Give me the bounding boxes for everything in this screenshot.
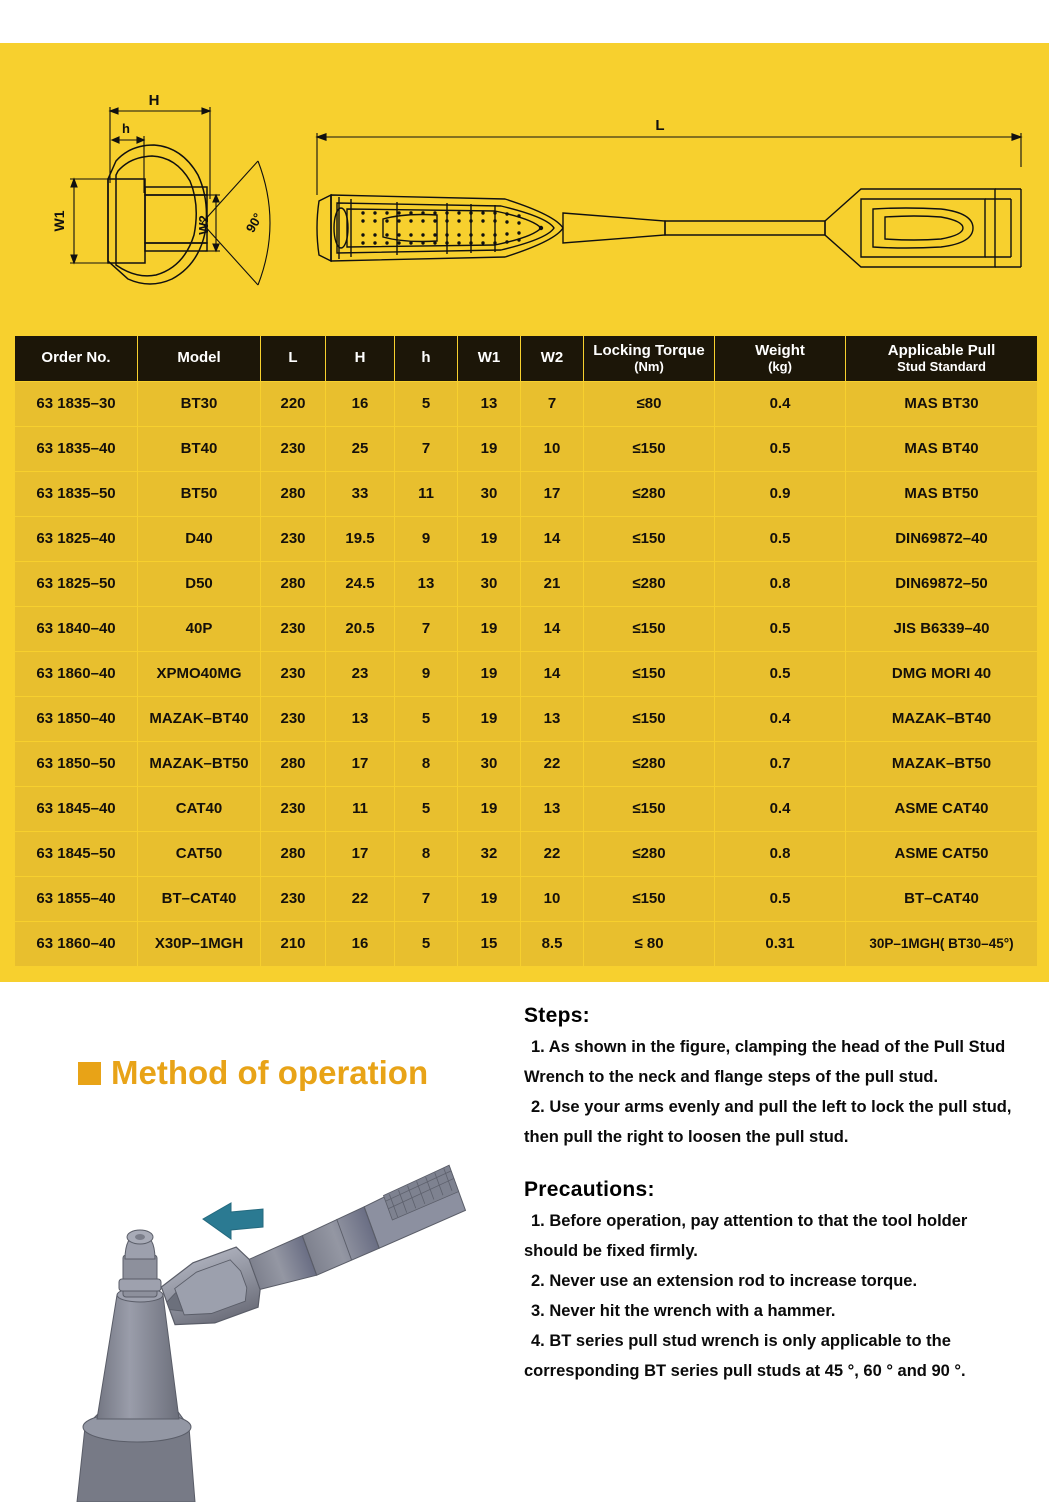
table-row	[15, 652, 1037, 696]
cell-locking-torque: ≤280	[584, 742, 714, 786]
cell-h: 33	[326, 472, 394, 516]
cell-pull-stud-standard: MAS BT30	[846, 382, 1037, 426]
cell-h-lower: 8	[395, 832, 457, 876]
cell-order-no: 63 1860–40	[15, 922, 137, 966]
precaution-item-3: 3. Never hit the wrench with a hammer.	[531, 1302, 836, 1321]
cell-w1: 19	[458, 607, 520, 651]
wrench-head-cross-section-drawing	[50, 83, 300, 303]
wrench-side-view-drawing	[305, 103, 1035, 303]
cell-order-no: 63 1825–40	[15, 517, 137, 561]
cell-pull-stud-standard: MAZAK–BT40	[846, 697, 1037, 741]
cell-w2: 22	[521, 832, 583, 876]
cell-weight: 0.7	[715, 742, 845, 786]
table-row	[15, 562, 1037, 606]
cell-l: 230	[261, 427, 325, 471]
cell-w2: 14	[521, 517, 583, 561]
cell-w1: 19	[458, 877, 520, 921]
cell-h: 16	[326, 922, 394, 966]
cell-h: 23	[326, 652, 394, 696]
table-body	[15, 382, 1037, 966]
steps-title: Steps:	[524, 1004, 590, 1027]
cell-model: D40	[138, 517, 260, 561]
cell-h-lower: 11	[395, 472, 457, 516]
pull-stud-wrench-graphic	[156, 1165, 472, 1336]
column-header-locking-torque	[584, 336, 714, 381]
cell-weight: 0.5	[715, 652, 845, 696]
cell-l: 230	[261, 517, 325, 561]
column-header-locking-torque-unit: (Nm)	[634, 358, 664, 374]
cell-w1: 32	[458, 832, 520, 876]
method-of-operation-heading	[78, 1054, 428, 1092]
cell-h: 22	[326, 877, 394, 921]
cell-h: 25	[326, 427, 394, 471]
cell-model: BT50	[138, 472, 260, 516]
table-row	[15, 877, 1037, 921]
cell-model: XPMO40MG	[138, 652, 260, 696]
cell-weight: 0.4	[715, 382, 845, 426]
dimension-label-h: h	[122, 121, 130, 136]
cell-l: 230	[261, 652, 325, 696]
cell-h-lower: 7	[395, 877, 457, 921]
cell-model: BT–CAT40	[138, 877, 260, 921]
column-header-h: H	[326, 336, 394, 381]
cell-pull-stud-standard: JIS B6339–40	[846, 607, 1037, 651]
column-header-weight-unit: (kg)	[768, 358, 792, 374]
cell-h-lower: 5	[395, 922, 457, 966]
cell-weight: 0.5	[715, 877, 845, 921]
cell-weight: 0.4	[715, 697, 845, 741]
cell-order-no: 63 1845–40	[15, 787, 137, 831]
cell-w1: 13	[458, 382, 520, 426]
cell-weight: 0.8	[715, 832, 845, 876]
table-row	[15, 922, 1037, 966]
cell-model: BT40	[138, 427, 260, 471]
precaution-item-1: 1. Before operation, pay attention to that the tool holder should be fixed firmly.	[524, 1212, 968, 1261]
column-header-model: Model	[138, 336, 260, 381]
cell-model: X30P–1MGH	[138, 922, 260, 966]
cell-order-no: 63 1835–40	[15, 427, 137, 471]
cell-w2: 7	[521, 382, 583, 426]
technical-drawings	[0, 43, 1049, 323]
operation-section	[0, 982, 1049, 1505]
cell-locking-torque: ≤150	[584, 787, 714, 831]
cell-w2: 17	[521, 472, 583, 516]
precaution-item-4: 4. BT series pull stud wrench is only applicable to the corresponding BT series pull studs at 45 °, 60 ° and 90 °.	[524, 1332, 966, 1381]
cell-w1: 30	[458, 472, 520, 516]
cell-w1: 19	[458, 697, 520, 741]
cell-h: 24.5	[326, 562, 394, 606]
table-row	[15, 697, 1037, 741]
cell-locking-torque: ≤280	[584, 472, 714, 516]
cell-pull-stud-standard: DIN69872–40	[846, 517, 1037, 561]
dimension-label-L: L	[655, 117, 665, 134]
cell-l: 230	[261, 607, 325, 651]
specification-table-container	[14, 335, 1035, 967]
column-header-standard-line2: Stud Standard	[897, 358, 986, 374]
cell-locking-torque: ≤150	[584, 607, 714, 651]
specification-table	[14, 335, 1038, 967]
cell-pull-stud-standard: MAS BT40	[846, 427, 1037, 471]
cell-model: MAZAK–BT50	[138, 742, 260, 786]
cell-w2: 21	[521, 562, 583, 606]
dimension-label-W2: W2	[196, 215, 211, 235]
cell-h: 13	[326, 697, 394, 741]
table-row	[15, 517, 1037, 561]
cell-w2: 14	[521, 652, 583, 696]
table-header-row	[15, 336, 1037, 381]
cell-l: 210	[261, 922, 325, 966]
cell-w2: 8.5	[521, 922, 583, 966]
column-header-order-no: Order No.	[15, 336, 137, 381]
cell-w2: 14	[521, 607, 583, 651]
cell-weight: 0.4	[715, 787, 845, 831]
cell-h-lower: 8	[395, 742, 457, 786]
table-row	[15, 607, 1037, 651]
cell-pull-stud-standard: DMG MORI 40	[846, 652, 1037, 696]
cell-order-no: 63 1860–40	[15, 652, 137, 696]
method-of-operation-label: Method of operation	[111, 1054, 429, 1091]
column-header-w1: W1	[458, 336, 520, 381]
cell-w1: 30	[458, 562, 520, 606]
cell-w1: 15	[458, 922, 520, 966]
cell-w2: 13	[521, 697, 583, 741]
step-item-1: 1. As shown in the figure, clamping the head of the Pull Stud Wrench to the neck and flange steps of the pull stud.	[524, 1038, 1006, 1087]
dimension-label-H: H	[148, 92, 160, 109]
column-header-weight-main: Weight	[755, 342, 805, 359]
cell-w2: 22	[521, 742, 583, 786]
cell-w1: 19	[458, 652, 520, 696]
tool-holder-graphic	[77, 1230, 195, 1502]
cell-pull-stud-standard: DIN69872–50	[846, 562, 1037, 606]
cell-l: 230	[261, 787, 325, 831]
cell-pull-stud-standard: ASME CAT40	[846, 787, 1037, 831]
cell-h-lower: 5	[395, 382, 457, 426]
cell-h-lower: 5	[395, 787, 457, 831]
instructions-column	[524, 1004, 1024, 1386]
column-header-pull-stud-standard	[846, 336, 1037, 381]
cell-h-lower: 5	[395, 697, 457, 741]
cell-order-no: 63 1845–50	[15, 832, 137, 876]
column-header-locking-torque-main: Locking Torque	[593, 342, 705, 359]
cell-model: MAZAK–BT40	[138, 697, 260, 741]
cell-locking-torque: ≤150	[584, 517, 714, 561]
cell-l: 220	[261, 382, 325, 426]
cell-locking-torque: ≤80	[584, 382, 714, 426]
cell-w2: 13	[521, 787, 583, 831]
cell-h-lower: 7	[395, 427, 457, 471]
cell-locking-torque: ≤150	[584, 697, 714, 741]
cell-l: 230	[261, 697, 325, 741]
cell-order-no: 63 1835–30	[15, 382, 137, 426]
cell-locking-torque: ≤150	[584, 652, 714, 696]
operation-illustration	[55, 1127, 485, 1502]
table-row	[15, 427, 1037, 471]
cell-h: 17	[326, 742, 394, 786]
cell-locking-torque: ≤280	[584, 832, 714, 876]
cell-locking-torque: ≤150	[584, 877, 714, 921]
cell-l: 280	[261, 742, 325, 786]
cell-w1: 30	[458, 742, 520, 786]
cell-model: BT30	[138, 382, 260, 426]
cell-w2: 10	[521, 877, 583, 921]
cell-weight: 0.5	[715, 517, 845, 561]
cell-l: 280	[261, 562, 325, 606]
cell-pull-stud-standard: ASME CAT50	[846, 832, 1037, 876]
cell-h-lower: 13	[395, 562, 457, 606]
cell-pull-stud-standard: MAZAK–BT50	[846, 742, 1037, 786]
cell-order-no: 63 1850–40	[15, 697, 137, 741]
column-header-weight	[715, 336, 845, 381]
step-item-2: 2. Use your arms evenly and pull the left to lock the pull stud, then pull the right to loosen the pull stud.	[524, 1098, 1012, 1147]
cell-w2: 10	[521, 427, 583, 471]
yellow-spec-panel	[0, 43, 1049, 982]
cell-pull-stud-standard: MAS BT50	[846, 472, 1037, 516]
direction-arrow-icon	[203, 1203, 263, 1239]
table-row	[15, 832, 1037, 876]
cell-model: 40P	[138, 607, 260, 651]
cell-h: 17	[326, 832, 394, 876]
cell-order-no: 63 1855–40	[15, 877, 137, 921]
dimension-label-W1: W1	[51, 210, 67, 232]
column-header-h-lower: h	[395, 336, 457, 381]
cell-l: 280	[261, 832, 325, 876]
cell-weight: 0.31	[715, 922, 845, 966]
table-row	[15, 472, 1037, 516]
column-header-standard-line1: Applicable Pull	[887, 342, 996, 359]
cell-locking-torque: ≤ 80	[584, 922, 714, 966]
cell-h: 16	[326, 382, 394, 426]
cell-w1: 19	[458, 787, 520, 831]
cell-weight: 0.5	[715, 607, 845, 651]
table-row	[15, 742, 1037, 786]
cell-w1: 19	[458, 517, 520, 561]
cell-h-lower: 9	[395, 517, 457, 561]
cell-l: 280	[261, 472, 325, 516]
cell-locking-torque: ≤150	[584, 427, 714, 471]
cell-order-no: 63 1850–50	[15, 742, 137, 786]
cell-pull-stud-standard: BT–CAT40	[846, 877, 1037, 921]
cell-weight: 0.9	[715, 472, 845, 516]
cell-model: D50	[138, 562, 260, 606]
column-header-w2: W2	[521, 336, 583, 381]
table-row	[15, 787, 1037, 831]
cell-model: CAT50	[138, 832, 260, 876]
dimension-label-angle: 90°	[242, 210, 266, 236]
cell-weight: 0.8	[715, 562, 845, 606]
cell-model: CAT40	[138, 787, 260, 831]
column-header-l: L	[261, 336, 325, 381]
precautions-title: Precautions:	[524, 1178, 655, 1202]
cell-w1: 19	[458, 427, 520, 471]
square-bullet-icon	[78, 1062, 101, 1085]
table-row	[15, 382, 1037, 426]
cell-h: 19.5	[326, 517, 394, 561]
cell-h-lower: 7	[395, 607, 457, 651]
cell-l: 230	[261, 877, 325, 921]
cell-h: 11	[326, 787, 394, 831]
cell-locking-torque: ≤280	[584, 562, 714, 606]
cell-order-no: 63 1840–40	[15, 607, 137, 651]
cell-weight: 0.5	[715, 427, 845, 471]
cell-order-no: 63 1835–50	[15, 472, 137, 516]
cell-pull-stud-standard: 30P–1MGH( BT30–45°)	[846, 922, 1037, 966]
cell-order-no: 63 1825–50	[15, 562, 137, 606]
cell-h: 20.5	[326, 607, 394, 651]
cell-h-lower: 9	[395, 652, 457, 696]
precaution-item-2: 2. Never use an extension rod to increase torque.	[531, 1272, 918, 1291]
